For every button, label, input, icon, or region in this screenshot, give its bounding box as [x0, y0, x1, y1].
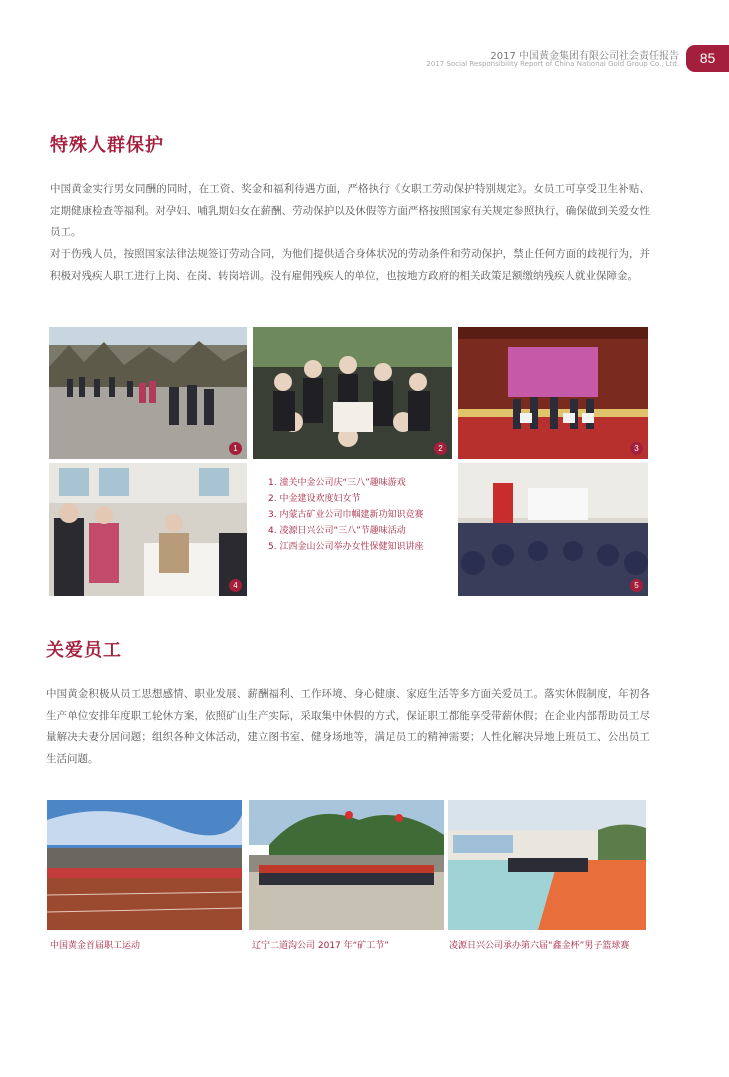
- caption-item: 2. 中金建设欢度妇女节: [268, 494, 361, 504]
- photo-caption-list: [268, 475, 423, 555]
- section1-paragraph-1: 中国黄金实行男女同酬的同时，在工资、奖金和福利待遇方面，严格执行《女职工劳动保护特别规定》。女员工可享受卫生补贴、定期健康检查等福利。对孕妇、哺乳期妇女在薪酬、劳动保护以及休假等方面严格按照国家有关规定参照执行，确保做到关爱女性员工。: [50, 183, 650, 238]
- photo-lingyuan-activity: [49, 463, 247, 596]
- photo-badge: 1: [229, 442, 242, 455]
- caption-item: 1. 潼关中金公司庆“三八”趣味游戏: [268, 478, 406, 488]
- section1-paragraph-2: 对于伤残人员，按照国家法律法规签订劳动合同，为他们提供适合身体状况的劳动条件和劳动保护，禁止任何方面的歧视行为，并积极对残疾人职工进行上岗、在岗、转岗培训。没有雇佣残疾人的单位，也按地方政府的相关政策足额缴纳残疾人就业保障金。: [50, 248, 650, 282]
- section-title-employee-care: 关爱员工: [46, 640, 122, 661]
- report-title-en: 2017 Social Responsibility Report of China National Gold Group Co., Ltd.: [426, 60, 679, 68]
- photo-caption: 中国黄金首届职工运动: [50, 941, 141, 951]
- photo-badge: 3: [630, 442, 643, 455]
- photo-badge: 2: [434, 442, 447, 455]
- photo-badge: 5: [630, 579, 643, 592]
- section-title-special-groups: 特殊人群保护: [50, 135, 164, 156]
- photo-knowledge-contest: [458, 327, 648, 459]
- photo-caption: 辽宁二道沟公司 2017 年“矿工节”: [252, 941, 389, 951]
- caption-item: 4. 凌源日兴公司“三八”节趣味活动: [268, 526, 406, 536]
- photo-basketball-game: [448, 800, 646, 930]
- caption-item: 5. 江西金山公司举办女性保健知识讲座: [268, 542, 424, 552]
- caption-item: 3. 内蒙古矿业公司巾帼建新功知识竞赛: [268, 510, 424, 520]
- photo-tongguan-game: [49, 327, 247, 459]
- photo-caption: 凌源日兴公司承办第六届“鑫金杯”男子篮球赛: [449, 941, 630, 951]
- photo-sports-meeting: [47, 800, 242, 930]
- photo-miner-festival: [249, 800, 444, 930]
- photo-badge: 4: [229, 579, 242, 592]
- report-title-cn: 2017 中国黄金集团有限公司社会责任报告: [490, 51, 679, 62]
- photo-women-circle: [253, 327, 452, 459]
- section2-paragraph: 中国黄金积极从员工思想感情、职业发展、薪酬福利、工作环境、身心健康、家庭生活等多方面关爱员工。落实休假制度，年初各生产单位安排年度职工轮休方案，依照矿山生产实际，采取集中休假的方式，保证职工都能享受带薪休假；在企业内部帮助员工尽量解决夫妻分居问题；组织各种文体活动，建立图书室、健身场地等，满足员工的精神需要；人性化解决异地上班员工、公出员工生活问题。: [46, 688, 650, 765]
- page-number: 85: [686, 45, 729, 72]
- photo-health-lecture: [458, 463, 648, 596]
